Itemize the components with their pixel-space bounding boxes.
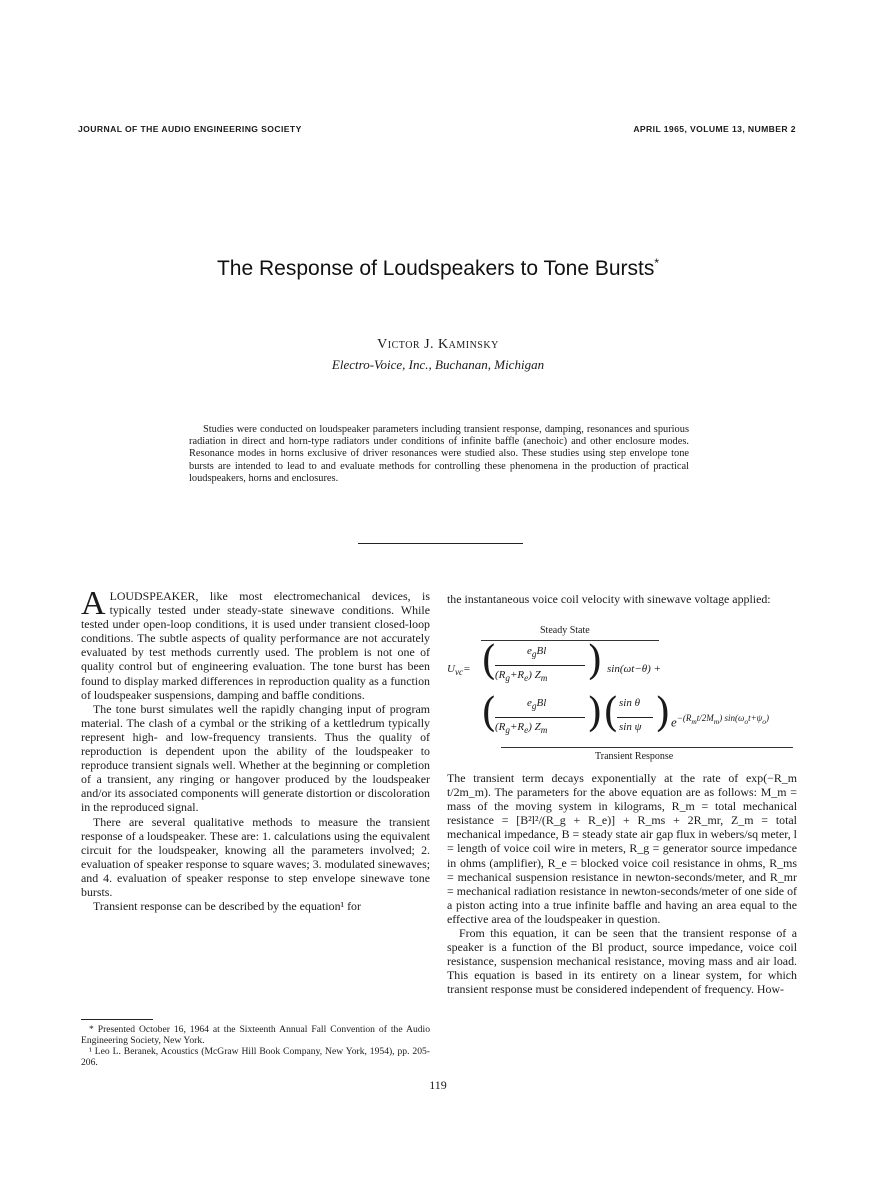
footnotes bbox=[81, 1024, 430, 1068]
left-paren-2: ( bbox=[481, 690, 497, 736]
fraction-1-denominator bbox=[495, 669, 547, 683]
fraction-1-numerator bbox=[527, 645, 546, 659]
transient-label: Transient Response bbox=[595, 751, 674, 762]
lhs-symbol: U bbox=[447, 663, 455, 675]
exp-p7: t+ψ bbox=[748, 713, 763, 723]
left-column bbox=[81, 585, 430, 914]
paragraph-1 bbox=[81, 585, 430, 702]
fraction-3-bar bbox=[617, 717, 653, 718]
footnote-beranek: ¹ Leo L. Beranek, Acoustics (McGraw Hill Book Company, New York, 1954), pp. 205-206. bbox=[81, 1046, 430, 1068]
paragraph-conclusion: From this equation, it can be seen that the transient response of a speaker is a function of the Bl product, source impedance, voice coil resistance, suspension mechanical resistance, moving mass and air load. This equation is based in its entirety on a linear system, for which transient response must be considered independent of frequency. How- bbox=[447, 926, 797, 997]
den2-plus-r: +R bbox=[509, 721, 525, 733]
den2-sub-m: m bbox=[540, 725, 548, 736]
exp-base: e bbox=[671, 714, 677, 730]
article-title bbox=[0, 256, 876, 281]
right-paren-3: ) bbox=[655, 690, 671, 736]
author-name: Victor J. Kaminsky bbox=[377, 337, 499, 352]
fraction-2-bar bbox=[495, 717, 585, 718]
abstract: Studies were conducted on loudspeaker parameters including transient response, damping, resonances and spurious radiation in direct and horn-type radiators under conditions of infinite baffle (anechoic) and other enclosure modes. Resonance modes in horns exclusive of driver resonances were studied also. These studies using step envelope tone bursts are intended to lead to and evaluate methods for controlling these phenomena in the production of practical loudspeakers, horns and enclosures. bbox=[189, 424, 689, 484]
num-sub: g bbox=[531, 649, 537, 660]
abstract-divider bbox=[358, 543, 523, 544]
equals-sign: = bbox=[463, 663, 471, 675]
author-affiliation: Electro-Voice, Inc., Buchanan, Michigan bbox=[331, 357, 545, 372]
den-sub-e: e bbox=[524, 673, 529, 684]
exp-p6: o bbox=[744, 716, 749, 726]
velocity-equation bbox=[447, 623, 799, 769]
lhs-velocity bbox=[447, 663, 471, 677]
exp-p9: ) bbox=[765, 713, 769, 723]
den-sub-g: g bbox=[505, 673, 510, 684]
steady-state-brace bbox=[481, 640, 659, 641]
footnote-divider bbox=[81, 1019, 153, 1020]
footnote-presented: * Presented October 16, 1964 at the Sixteenth Annual Fall Convention of the Audio Engineering Society, New York. bbox=[81, 1024, 430, 1046]
exponential-term bbox=[671, 713, 769, 730]
den-z: ) Z bbox=[528, 669, 541, 681]
exp-p1: −(R bbox=[676, 713, 692, 723]
exp-p4: m bbox=[713, 716, 720, 726]
transient-brace bbox=[501, 747, 793, 748]
sin-theta: sin θ bbox=[619, 697, 640, 709]
title-text: The Response of Loudspeakers to Tone Bursts bbox=[216, 257, 655, 280]
exp-p8: o bbox=[762, 716, 766, 726]
page-number: 119 bbox=[429, 1078, 447, 1092]
fraction-2-numerator bbox=[527, 697, 546, 711]
paragraph-1-text: LOUDSPEAKER, like most electromechanical devices, is typically tested under steady-state sinewave conditions. While tested under open-loop conditions, it is used under transient closed-loop conditions. The subtle aspects of quality performance are not accurately evaluated by test methods currently used. The problem is not one of quality control but of engineering evaluation. The tone burst has been found to display marked differences in reproduction quality as a function of loudspeaker suspensions, damping and baffle conditions. bbox=[81, 589, 430, 702]
den2-sub-g: g bbox=[505, 725, 510, 736]
fraction-1-bar bbox=[495, 665, 585, 666]
exp-p2: m bbox=[691, 716, 697, 726]
right-column-body bbox=[447, 771, 797, 997]
paragraph-2: The tone burst simulates well the rapidly changing input of program material. The clash of a cymbal or the striking of a kettledrum typically represent high- and low-frequency transients. Thus the quality of reproduction is dependent upon the ability of the loudspeaker to reproduce transient signals well. Whether at the beginning or completion of a transient, any ringing or hangover produced by the loudspeaker and/or its associated components will generate distortion or discoloration in the reproduced signal. bbox=[81, 701, 430, 815]
den2-r: (R bbox=[495, 721, 506, 733]
paragraph-parameters: The transient term decays exponentially at the rate of exp(−R_m t/2m_m). The parameters for the above equation are as follows: M_m = mass of the moving system in kilograms, R_m = total mechanical resistance = [B²l²/(R_g + R_e)] + R_ms + 2R_mr, Z_m = total mechanical impedance, B = steady state air gap flux in webers/sq meter, l = length of voice coil wire in meters, R_g = generator source impedance in ohms (amplifier), R_e = blocked voice coil resistance in ohms, R_ms = mechanical suspension resistance in newton-seconds/meter, and R_mr = mechanical radiation resistance in newton-seconds/meter of one side of a piston acting into a true infinite baffle and having an area equal to the effective area of the loudspeaker in question. bbox=[447, 771, 797, 926]
equation-intro: the instantaneous voice coil velocity with sinewave voltage applied: bbox=[447, 592, 771, 606]
den-sub-m: m bbox=[540, 673, 548, 684]
num2-e: e bbox=[527, 697, 532, 709]
num-e: e bbox=[527, 645, 532, 657]
num2-sub: g bbox=[531, 701, 537, 712]
fraction-2-denominator bbox=[495, 721, 547, 735]
lhs-subscript: vc bbox=[454, 667, 464, 678]
left-paren-3: ( bbox=[603, 690, 619, 736]
steady-state-label: Steady State bbox=[540, 625, 590, 636]
den2-sub-e: e bbox=[524, 725, 529, 736]
title-footnote-mark: * bbox=[654, 256, 660, 270]
paragraph-4: Transient response can be described by the equation¹ for bbox=[93, 899, 361, 914]
journal-running-head: JOURNAL OF THE AUDIO ENGINEERING SOCIETY bbox=[78, 124, 302, 134]
sin-psi: sin ψ bbox=[619, 721, 642, 733]
drop-cap: A bbox=[81, 585, 106, 622]
right-paren-1: ) bbox=[587, 638, 603, 684]
paragraph-3: There are several qualitative methods to measure the transient response of a loudspeaker. These are: 1. calculations using the equivalent circuit for the loudspeaker, knowing all the parameters involved; 2. evaluation of speaker response to square waves; 3. modulated sinewaves; and 4. evaluation of speaker response to step envelope sinewave tone bursts. bbox=[81, 814, 430, 899]
exp-p5: ) sin(ω bbox=[719, 713, 745, 723]
den2-z: ) Z bbox=[528, 721, 541, 733]
den-plus-r: +R bbox=[509, 669, 525, 681]
exp-p3: t/2M bbox=[696, 713, 714, 723]
issue-running-head: APRIL 1965, VOLUME 13, NUMBER 2 bbox=[633, 124, 796, 134]
exp-power bbox=[676, 713, 769, 726]
num2-bl: Bl bbox=[536, 697, 547, 709]
steady-sine-term: sin(ωt−θ) + bbox=[607, 663, 661, 675]
right-paren-2: ) bbox=[587, 690, 603, 736]
den-r: (R bbox=[495, 669, 506, 681]
num-bl: Bl bbox=[536, 645, 547, 657]
left-paren-1: ( bbox=[481, 638, 497, 684]
right-column-intro bbox=[447, 592, 797, 606]
